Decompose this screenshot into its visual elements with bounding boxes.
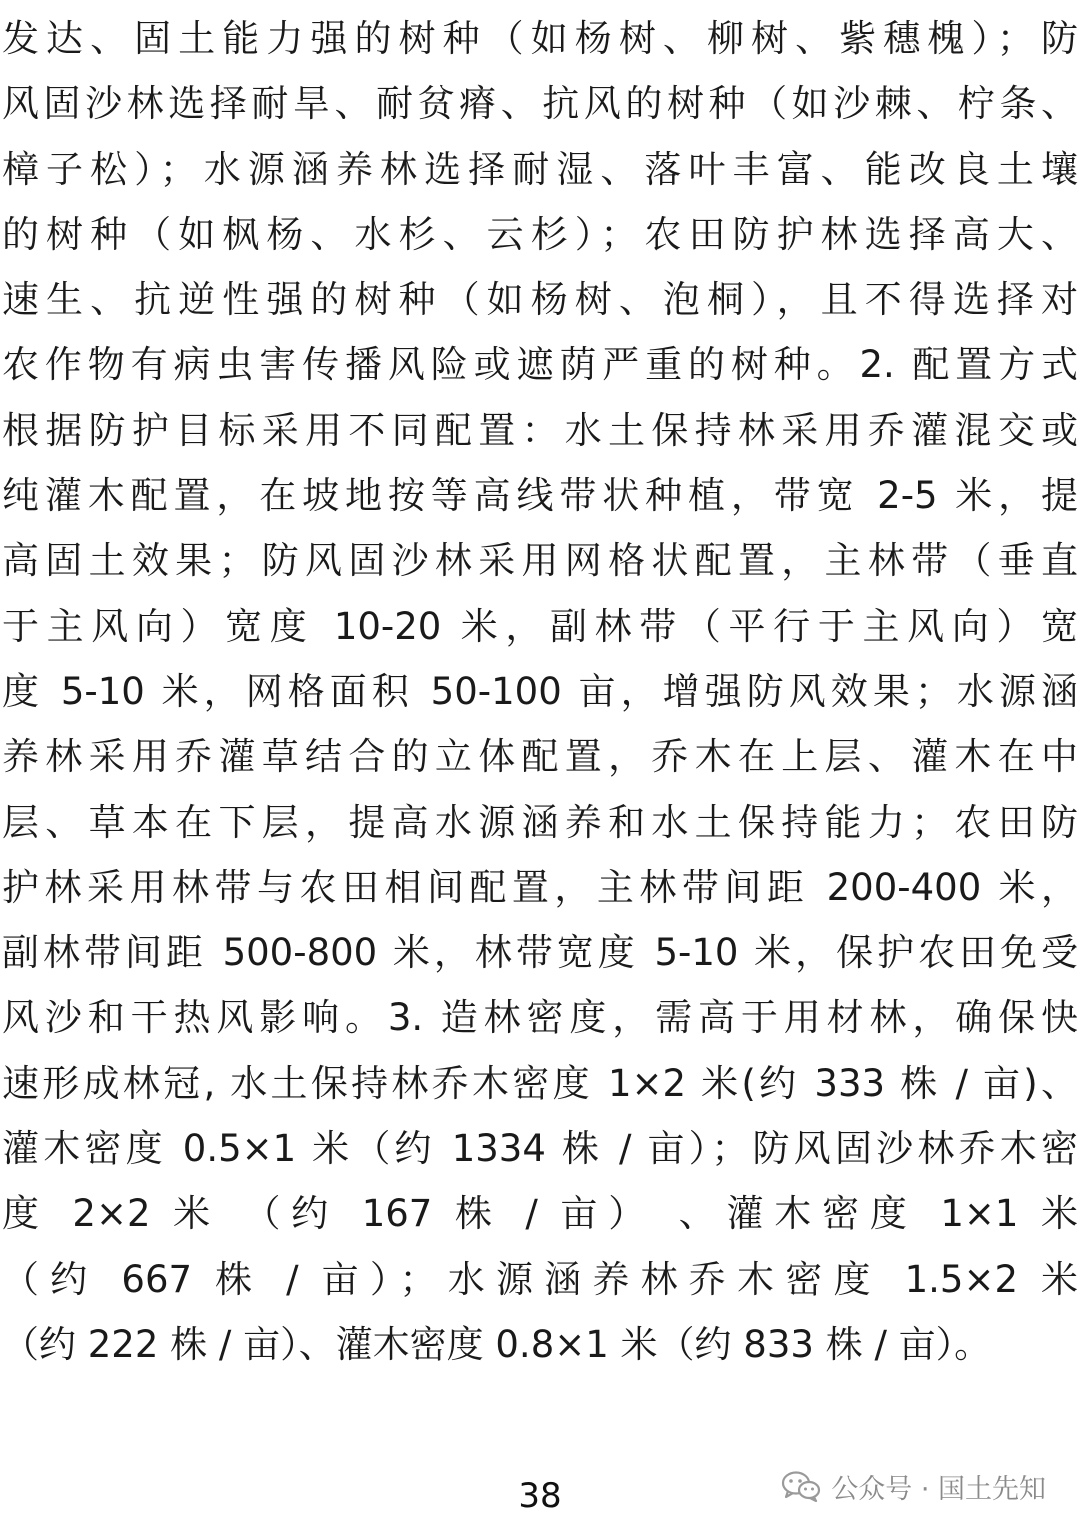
text-line: 的树种（如枫杨、水杉、云杉）；农田防护林选择高大、 (2, 212, 1078, 256)
watermark (781, 1466, 1046, 1506)
text-line: 度 5-10 米，网格面积 50-100 亩，增强防风效果；水源涵 (2, 669, 1078, 713)
text-line: 纯灌木配置，在坡地按等高线带状种植，带宽 2-5 米，提 (2, 474, 1078, 518)
text-line: 风固沙林选择耐旱、耐贫瘠、抗风的树种（如沙棘、柠条、 (2, 82, 1078, 126)
text-line: 根据防护目标采用不同配置：水土保持林采用乔灌混交或 (2, 408, 1078, 452)
text-line: 樟子松）；水源涵养林选择耐湿、落叶丰富、能改良土壤 (2, 147, 1078, 191)
text-line: 养林采用乔灌草结合的立体配置，乔木在上层、灌木在中 (2, 735, 1078, 779)
page-number: 38 (518, 1476, 562, 1516)
text-line: 副林带间距 500-800 米，林带宽度 5-10 米，保护农田免受 (2, 931, 1078, 975)
text-line: 风沙和干热风影响。3. 造林密度，需高于用材林，确保快 (2, 996, 1078, 1040)
body-text (2, 6, 1078, 1377)
text-line: （约 667 株 / 亩）；水源涵养林乔木密度 1.5×2 米 (2, 1257, 1078, 1301)
text-line: 高固土效果；防风固沙林采用网格状配置，主林带（垂直 (2, 539, 1078, 583)
text-line: 于主风向）宽度 10-20 米，副林带（平行于主风向）宽 (2, 604, 1078, 648)
text-line: 护林采用林带与农田相间配置，主林带间距 200-400 米， (2, 865, 1078, 909)
text-line: 灌木密度 0.5×1 米（约 1334 株 / 亩）；防风固沙林乔木密 (2, 1127, 1078, 1171)
text-line: （约 222 株 / 亩）、灌木密度 0.8×1 米（约 833 株 / 亩）。 (2, 1322, 992, 1366)
text-line: 速生、抗逆性强的树种（如杨树、泡桐），且不得选择对 (2, 278, 1078, 322)
text-line: 层、草本在下层，提高水源涵养和水土保持能力；农田防 (2, 800, 1078, 844)
text-line: 农作物有病虫害传播风险或遮荫严重的树种。2. 配置方式 (2, 343, 1078, 387)
text-line: 发达、固土能力强的树种（如杨树、柳树、紫穗槐）；防 (2, 17, 1078, 60)
text-line: 速形成林冠, 水土保持林乔木密度 1×2 米(约 333 株 / 亩)、 (2, 1061, 1078, 1105)
wechat-icon (781, 1470, 821, 1502)
watermark-text: 公众号 · 国土先知 (831, 1473, 1046, 1505)
text-line: 度 2×2 米 （约 167 株 / 亩） 、灌木密度 1×1 米 (2, 1192, 1078, 1236)
